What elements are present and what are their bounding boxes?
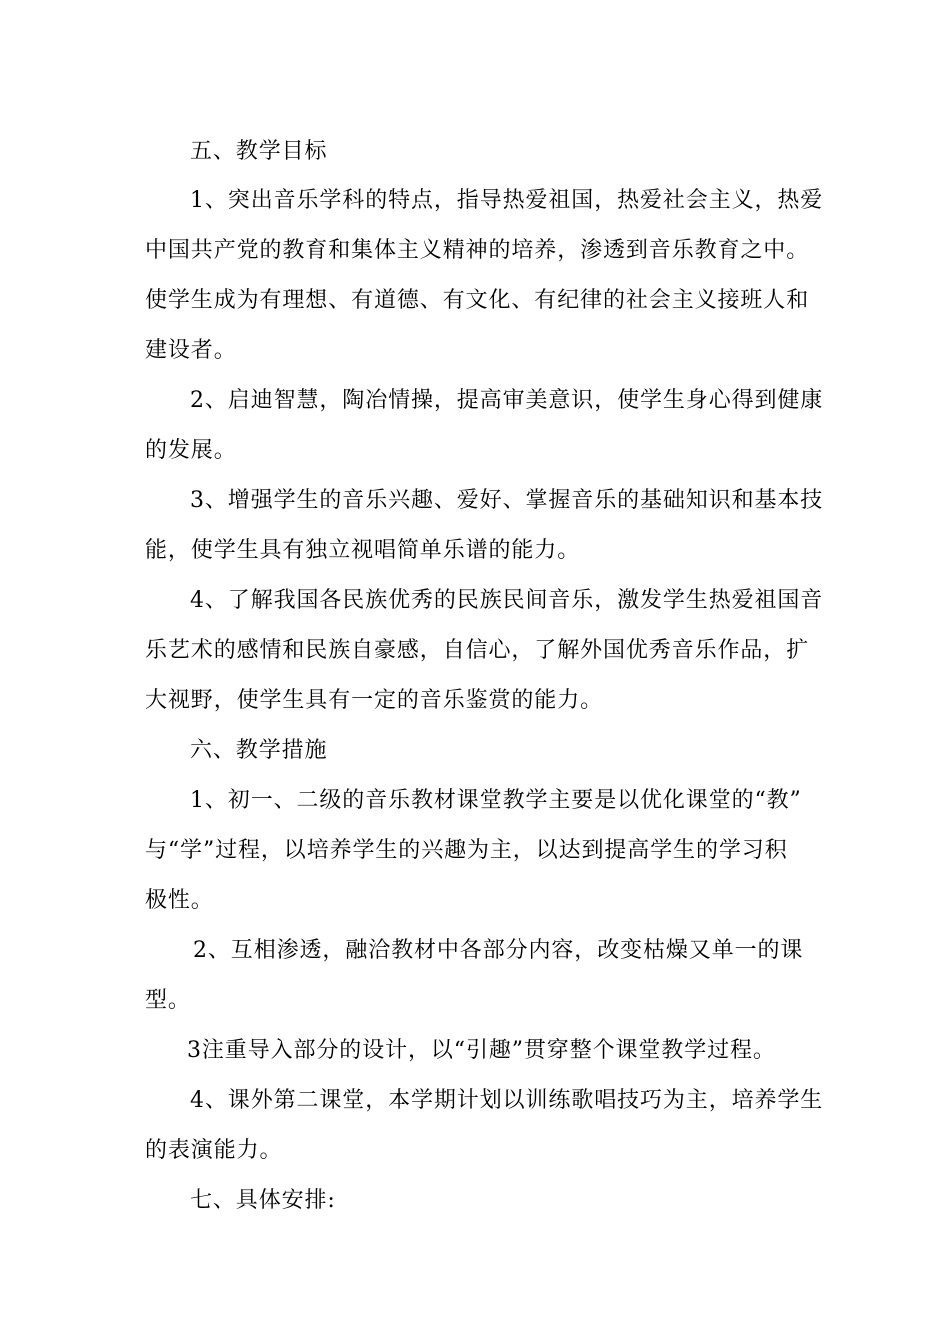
paragraph-line: 中国共产党的教育和集体主义精神的培养，渗透到音乐教育之中。: [145, 238, 810, 263]
paragraph-line: 使学生成为有理想、有道德、有文化、有纪律的社会主义接班人和: [145, 288, 810, 313]
section-heading-specific-arrangements: 七、具体安排:: [190, 1188, 336, 1213]
section-heading-teaching-measures: 六、教学措施: [190, 738, 328, 763]
paragraph-line: 乐艺术的感情和民族自豪感，自信心，了解外国优秀音乐作品，扩: [145, 638, 810, 663]
paragraph-line: 1、突出音乐学科的特点，指导热爱祖国，热爱社会主义，热爱: [190, 188, 824, 213]
paragraph-line: 3、增强学生的音乐兴趣、爱好、掌握音乐的基础知识和基本技: [190, 488, 824, 513]
paragraph-line: 2、互相渗透，融洽教材中各部分内容，改变枯燥又单一的课: [193, 938, 804, 963]
paragraph-line: 型。: [145, 988, 191, 1013]
paragraph-line: 4、了解我国各民族优秀的民族民间音乐，激发学生热爱祖国音: [190, 588, 824, 613]
paragraph-line: 1、初一、二级的音乐教材课堂教学主要是以优化课堂的“教”: [190, 788, 802, 813]
paragraph-line: 大视野，使学生具有一定的音乐鉴赏的能力。: [145, 688, 604, 713]
paragraph-line: 2、启迪智慧，陶冶情操，提高审美意识，使学生身心得到健康: [190, 388, 824, 413]
paragraph-line: 的发展。: [145, 438, 237, 463]
paragraph-line: 极性。: [145, 888, 214, 913]
paragraph-line: 4、课外第二课堂，本学期计划以训练歌唱技巧为主，培养学生: [190, 1088, 824, 1113]
paragraph-line: 3注重导入部分的设计，以“引趣”贯穿整个课堂教学过程。: [187, 1038, 776, 1063]
section-heading-teaching-goals: 五、教学目标: [190, 139, 328, 164]
paragraph-line: 与“学”过程，以培养学生的兴趣为主，以达到提高学生的学习积: [145, 838, 788, 863]
paragraph-line: 能，使学生具有独立视唱简单乐谱的能力。: [145, 538, 581, 563]
paragraph-line: 的表演能力。: [145, 1138, 283, 1163]
paragraph-line: 建设者。: [145, 338, 237, 363]
